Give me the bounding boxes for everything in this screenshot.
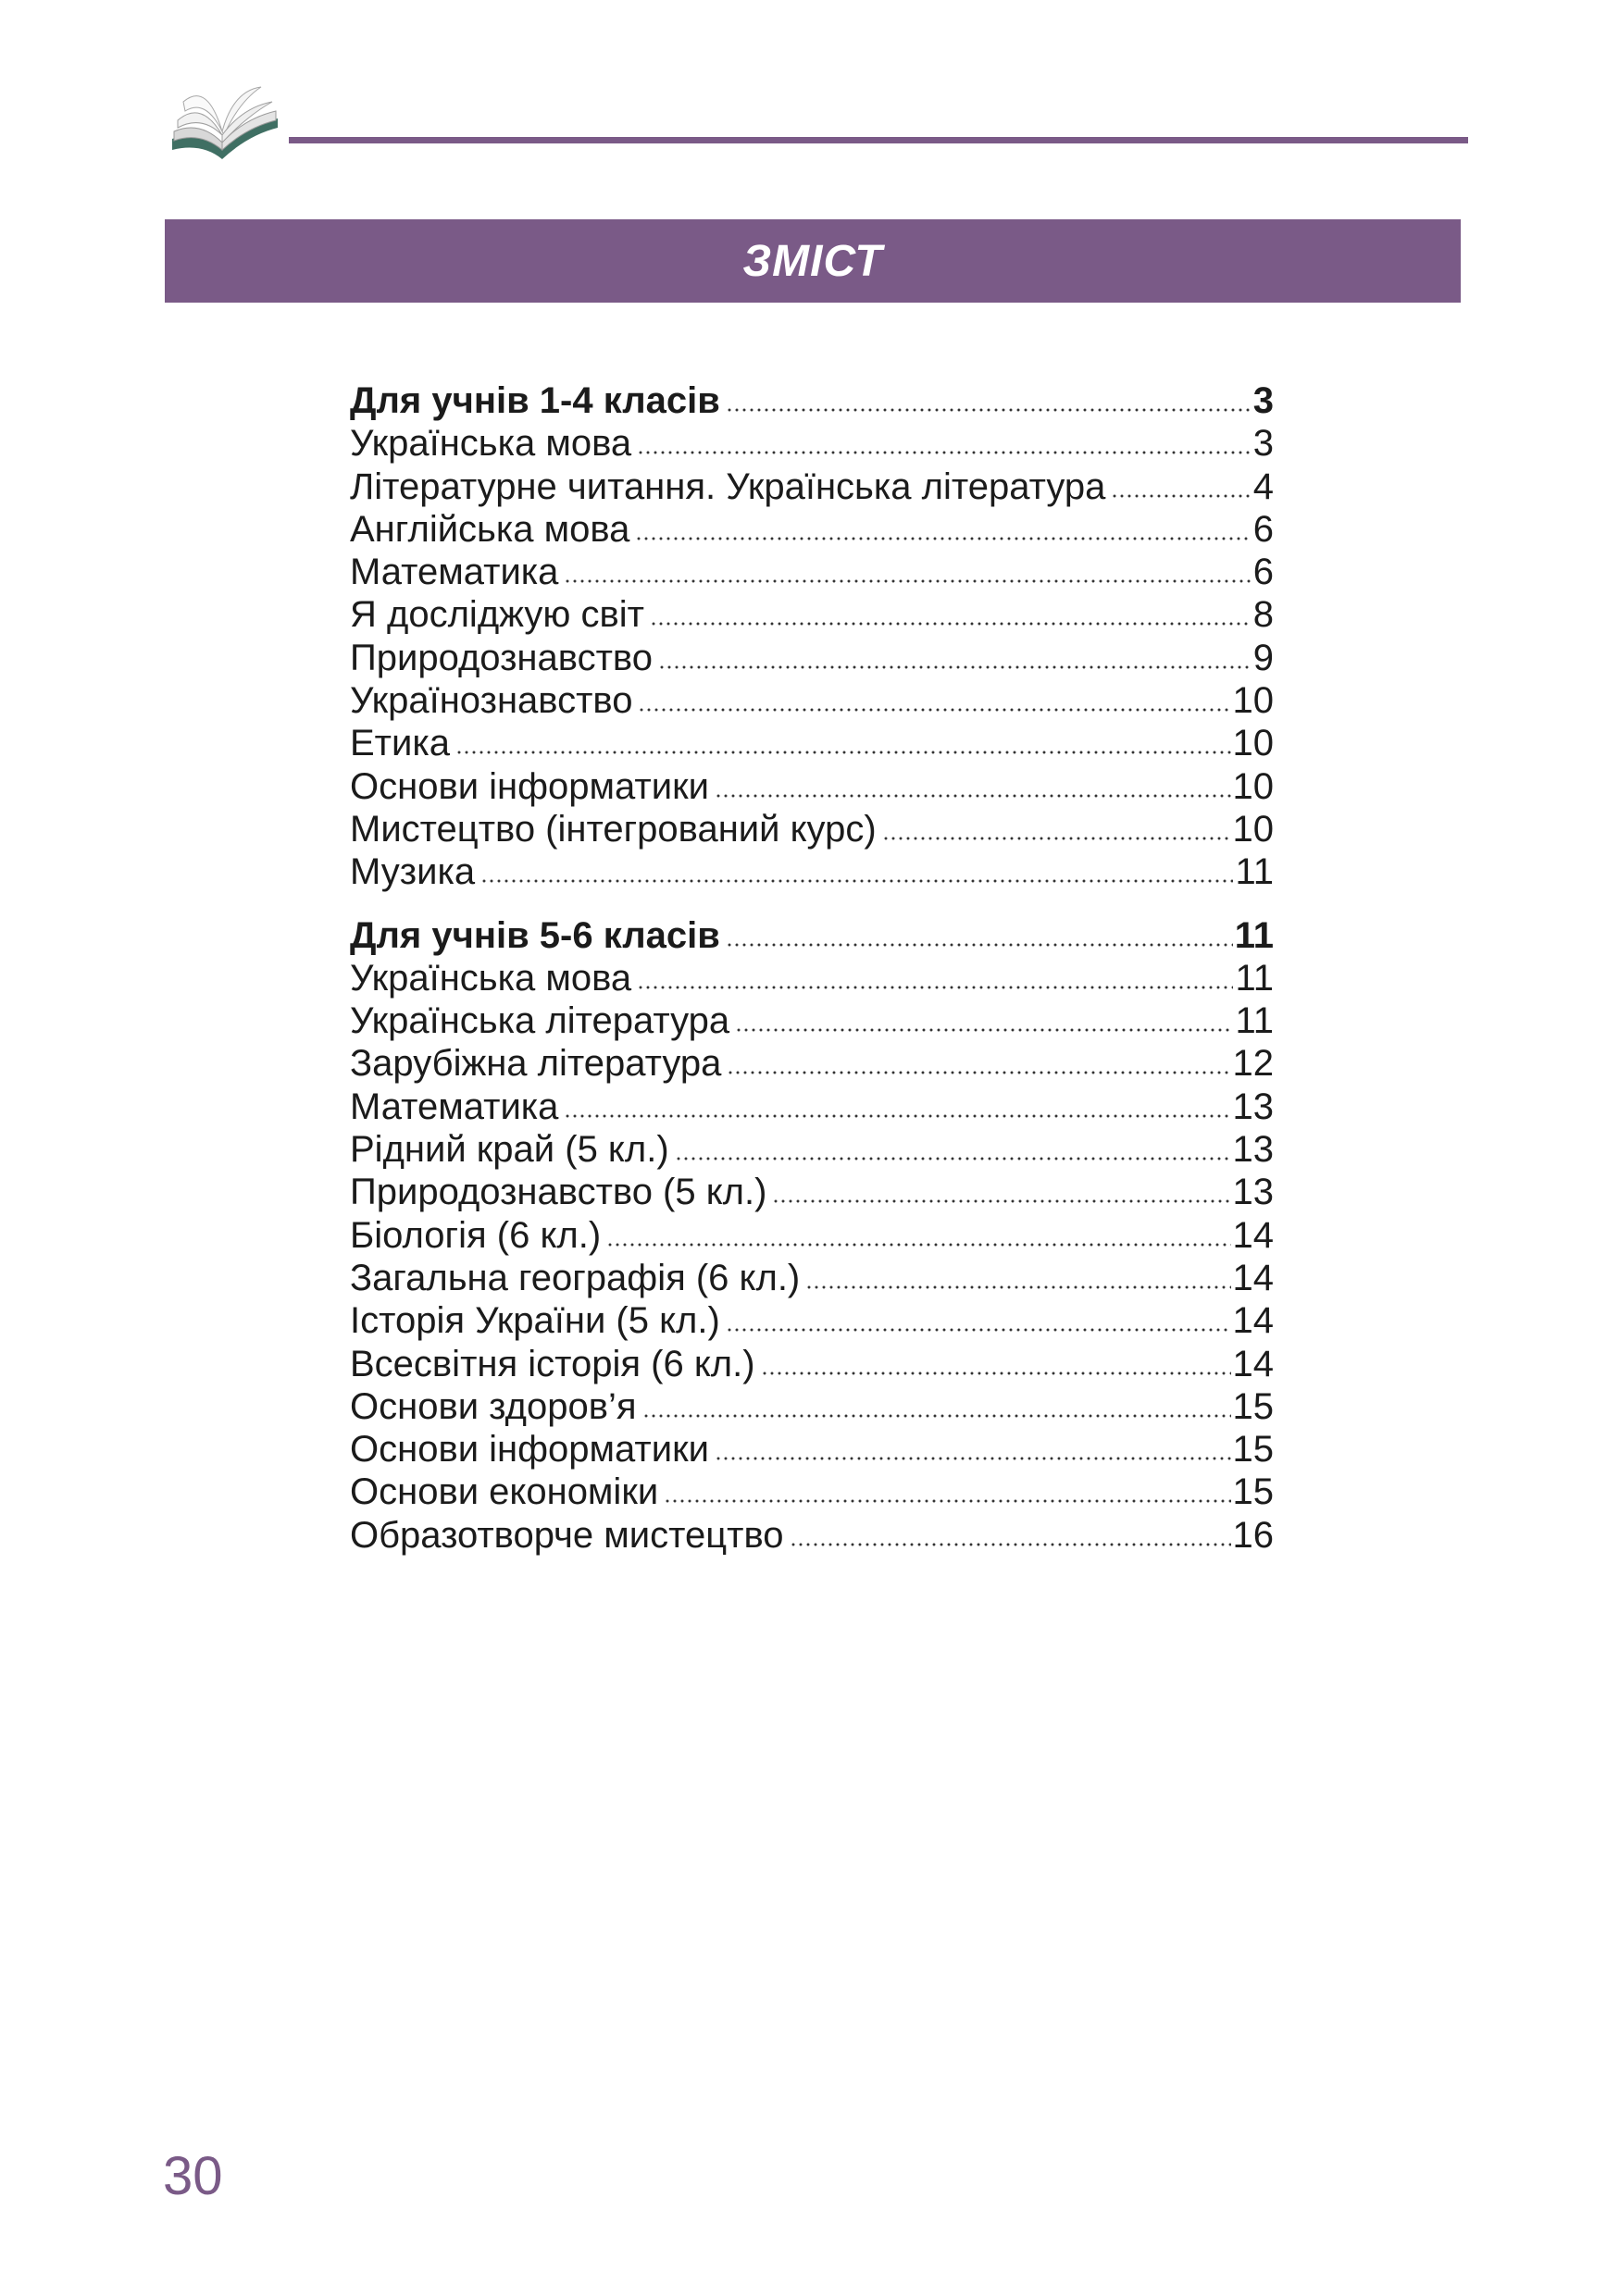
dot-leader bbox=[658, 661, 1252, 670]
dot-leader bbox=[564, 575, 1251, 584]
dot-leader bbox=[1111, 490, 1251, 499]
toc-entry-page: 13 bbox=[1232, 1129, 1274, 1171]
toc-entry-page: 13 bbox=[1232, 1172, 1274, 1213]
toc-entry bbox=[350, 593, 1274, 636]
toc-entry bbox=[350, 1171, 1274, 1213]
toc-entry bbox=[350, 722, 1274, 764]
toc-entry-title: Мистецтво (інтегрований курс) bbox=[350, 808, 877, 850]
toc-entry-page: 10 bbox=[1232, 723, 1274, 764]
toc-entry bbox=[350, 1086, 1274, 1128]
toc-entry-page: 3 bbox=[1252, 423, 1274, 465]
dot-leader bbox=[715, 789, 1231, 799]
toc-entry-title: Біологія (6 кл.) bbox=[350, 1214, 602, 1256]
toc-entry bbox=[350, 508, 1274, 551]
toc-entry-title: Загальна географія (6 кл.) bbox=[350, 1257, 801, 1298]
dot-leader bbox=[772, 1195, 1230, 1204]
toc-entry-title: Математика bbox=[350, 552, 559, 593]
dot-leader bbox=[805, 1281, 1230, 1290]
dot-leader bbox=[642, 1409, 1231, 1419]
page-number: 30 bbox=[163, 2146, 223, 2206]
toc-entry-page: 15 bbox=[1232, 1471, 1274, 1513]
toc-section bbox=[350, 914, 1274, 1557]
dot-leader bbox=[606, 1238, 1230, 1247]
toc-entry-title: Зарубіжна література bbox=[350, 1043, 722, 1085]
title-banner bbox=[165, 219, 1461, 303]
toc-entry-title: Основи здоров’я bbox=[350, 1385, 637, 1427]
toc-section-heading bbox=[350, 914, 1274, 957]
toc-entry bbox=[350, 1385, 1274, 1428]
toc-entry-page: 14 bbox=[1232, 1257, 1274, 1298]
toc-entry-page: 11 bbox=[1235, 1000, 1274, 1042]
toc-section-heading bbox=[350, 379, 1274, 422]
toc-entry-page: 8 bbox=[1252, 594, 1274, 636]
toc-entry bbox=[350, 957, 1274, 999]
toc-entry-page: 10 bbox=[1232, 765, 1274, 807]
dot-leader bbox=[675, 1152, 1231, 1161]
toc-entry bbox=[350, 765, 1274, 808]
toc-entry bbox=[350, 1257, 1274, 1299]
dot-leader bbox=[790, 1538, 1231, 1547]
toc-entry-page: 6 bbox=[1252, 508, 1274, 550]
toc-entry-title: Історія України (5 кл.) bbox=[350, 1300, 720, 1342]
dot-leader bbox=[882, 832, 1231, 841]
dot-leader bbox=[455, 746, 1231, 755]
toc-entry bbox=[350, 1471, 1274, 1513]
toc-entry-page: 14 bbox=[1232, 1300, 1274, 1342]
toc-entry-page: 4 bbox=[1252, 465, 1274, 507]
open-book-icon bbox=[165, 74, 285, 167]
dot-leader bbox=[735, 1024, 1233, 1033]
toc-entry-page: 15 bbox=[1232, 1429, 1274, 1471]
toc-entry-title: Я досліджую світ bbox=[350, 594, 644, 636]
toc-entry-page: 12 bbox=[1232, 1043, 1274, 1085]
toc-entry bbox=[350, 1214, 1274, 1257]
toc-entry-page: 9 bbox=[1252, 637, 1274, 678]
header-rule bbox=[289, 137, 1468, 143]
toc-entry bbox=[350, 1128, 1274, 1171]
toc-entry-title: Рідний край (5 кл.) bbox=[350, 1129, 669, 1171]
toc-entry-title: Українська мова bbox=[350, 423, 632, 465]
dot-leader bbox=[727, 1066, 1230, 1075]
toc-entry-title: Українознавство bbox=[350, 680, 633, 722]
toc-entry-title: Основи інформатики bbox=[350, 765, 709, 807]
toc-entry bbox=[350, 1428, 1274, 1471]
toc-entry bbox=[350, 422, 1274, 465]
toc-entry-page: 6 bbox=[1252, 552, 1274, 593]
toc-section bbox=[350, 379, 1274, 894]
toc-entry bbox=[350, 808, 1274, 850]
toc-entry-title: Всесвітня історія (6 кл.) bbox=[350, 1343, 755, 1384]
dot-leader bbox=[480, 875, 1233, 884]
dot-leader bbox=[715, 1452, 1231, 1461]
toc-entry-page: 13 bbox=[1232, 1086, 1274, 1127]
toc-entry-page: 15 bbox=[1232, 1385, 1274, 1427]
toc-entry-title: Для учнів 1-4 класів bbox=[350, 380, 720, 421]
toc-entry-title: Українська мова bbox=[350, 957, 632, 999]
toc-entry bbox=[350, 1343, 1274, 1385]
toc-entry-title: Етика bbox=[350, 723, 450, 764]
toc-entry-title: Основи інформатики bbox=[350, 1429, 709, 1471]
dot-leader bbox=[638, 703, 1230, 713]
dot-leader bbox=[761, 1367, 1231, 1376]
toc-entry-title: Природознавство bbox=[350, 637, 653, 678]
toc-entry bbox=[350, 1514, 1274, 1557]
toc-entry-page: 10 bbox=[1232, 808, 1274, 850]
table-of-contents bbox=[350, 379, 1274, 1577]
dot-leader bbox=[650, 617, 1252, 627]
toc-entry-page: 3 bbox=[1252, 380, 1274, 421]
dot-leader bbox=[564, 1110, 1230, 1119]
dot-leader bbox=[726, 403, 1252, 413]
toc-entry-title: Музика bbox=[350, 851, 476, 893]
dot-leader bbox=[637, 446, 1252, 455]
dot-leader bbox=[664, 1495, 1230, 1504]
dot-leader bbox=[635, 532, 1251, 541]
toc-entry bbox=[350, 551, 1274, 593]
toc-entry-page: 14 bbox=[1232, 1343, 1274, 1384]
toc-entry-page: 10 bbox=[1232, 680, 1274, 722]
toc-entry-title: Для учнів 5-6 класів bbox=[350, 914, 720, 956]
toc-entry bbox=[350, 637, 1274, 679]
toc-entry-title: Природознавство (5 кл.) bbox=[350, 1172, 767, 1213]
toc-entry bbox=[350, 1299, 1274, 1342]
toc-entry-page: 11 bbox=[1235, 957, 1274, 999]
toc-entry-page: 11 bbox=[1235, 851, 1274, 893]
page-title: ЗМІСТ bbox=[742, 236, 883, 286]
toc-entry-title: Образотворче мистецтво bbox=[350, 1514, 784, 1556]
toc-entry bbox=[350, 1042, 1274, 1085]
dot-leader bbox=[726, 938, 1233, 948]
toc-entry bbox=[350, 679, 1274, 722]
dot-leader bbox=[637, 981, 1233, 990]
toc-entry bbox=[350, 850, 1274, 893]
toc-entry bbox=[350, 465, 1274, 508]
toc-entry-title: Англійська мова bbox=[350, 508, 630, 550]
toc-entry-title: Літературне читання. Українська література bbox=[350, 465, 1106, 507]
toc-entry-title: Українська література bbox=[350, 1000, 730, 1042]
toc-entry-page: 14 bbox=[1232, 1214, 1274, 1256]
toc-entry-title: Математика bbox=[350, 1086, 559, 1127]
dot-leader bbox=[726, 1323, 1231, 1333]
toc-entry-title: Основи економіки bbox=[350, 1471, 659, 1513]
toc-entry-page: 11 bbox=[1234, 914, 1274, 956]
toc-entry-page: 16 bbox=[1232, 1514, 1274, 1556]
toc-entry bbox=[350, 999, 1274, 1042]
